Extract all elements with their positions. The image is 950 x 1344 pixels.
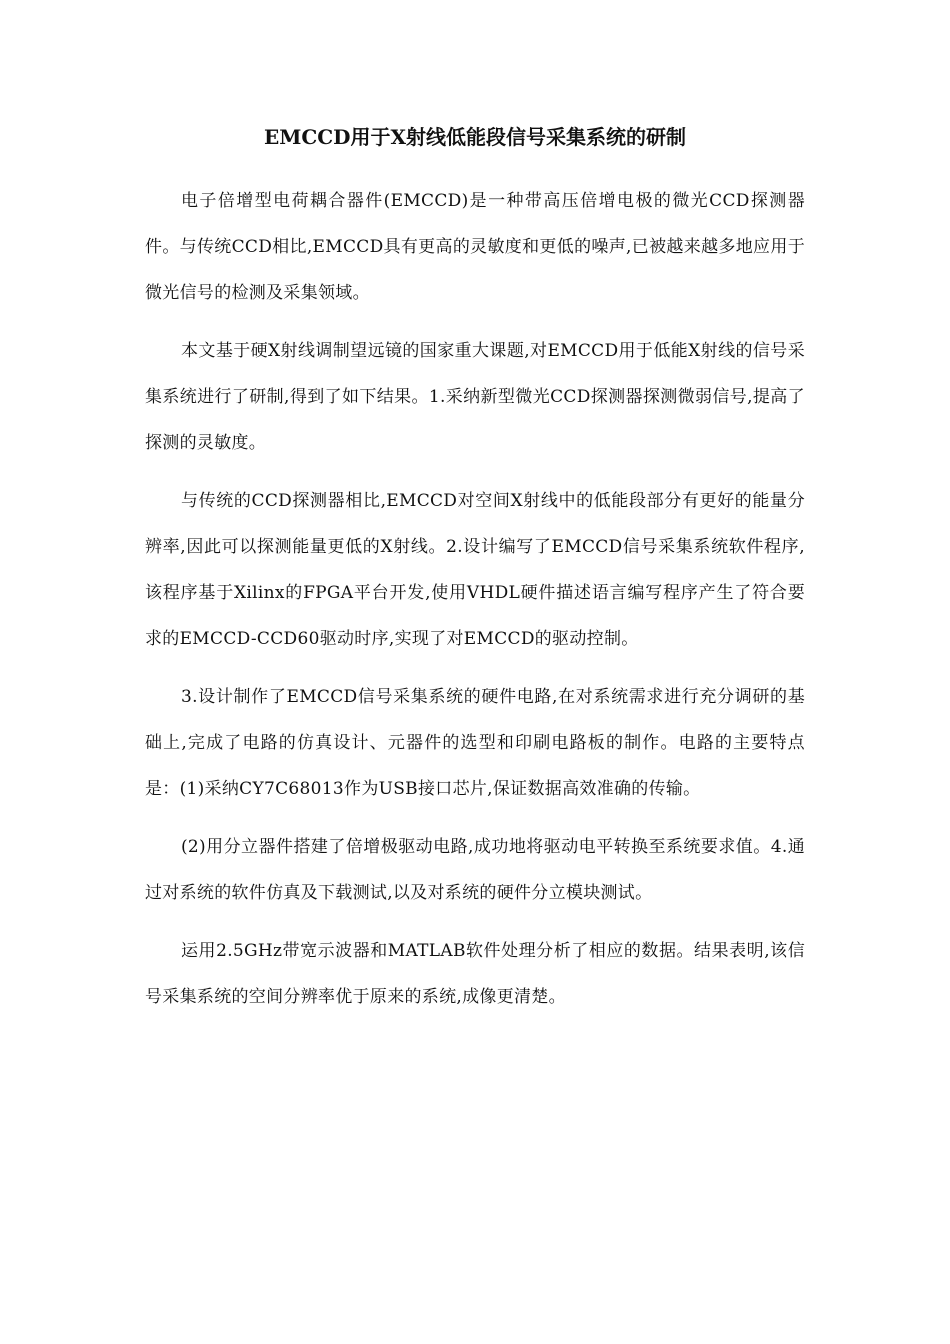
paragraph-3: 与传统的CCD探测器相比,EMCCD对空间X射线中的低能段部分有更好的能量分辨率,因此可以探测能量更低的X射线。2.设计编写了EMCCD信号采集系统软件程序,该程序基于Xilinx的FPGA平台开发,使用VHDL硬件描述语言编写程序产生了符合要求的EMCCD-CCD60驱动时序,实现了对EMCCD的驱动控制。 xyxy=(145,491,805,649)
document-body xyxy=(145,178,805,1032)
paragraph-6: 运用2.5GHz带宽示波器和MATLAB软件处理分析了相应的数据。结果表明,该信号采集系统的空间分辨率优于原来的系统,成像更清楚。 xyxy=(145,941,805,1007)
document-title: EMCCD用于X射线低能段信号采集系统的研制 xyxy=(263,125,687,149)
paragraph-1: 电子倍增型电荷耦合器件(EMCCD)是一种带高压倍增电极的微光CCD探测器件。与传统CCD相比,EMCCD具有更高的灵敏度和更低的噪声,已被越来越多地应用于微光信号的检测及采集领域。 xyxy=(145,191,805,303)
paragraph-4: 3.设计制作了EMCCD信号采集系统的硬件电路,在对系统需求进行充分调研的基础上,完成了电路的仿真设计、元器件的选型和印刷电路板的制作。电路的主要特点是：(1)采纳CY7C68013作为USB接口芯片,保证数据高效准确的传输。 xyxy=(145,687,805,799)
paragraph-5: (2)用分立器件搭建了倍增极驱动电路,成功地将驱动电平转换至系统要求值。4.通过对系统的软件仿真及下载测试,以及对系统的硬件分立模块测试。 xyxy=(145,837,805,903)
paragraph-2: 本文基于硬X射线调制望远镜的国家重大课题,对EMCCD用于低能X射线的信号采集系统进行了研制,得到了如下结果。1.采纳新型微光CCD探测器探测微弱信号,提高了探测的灵敏度。 xyxy=(145,341,805,453)
